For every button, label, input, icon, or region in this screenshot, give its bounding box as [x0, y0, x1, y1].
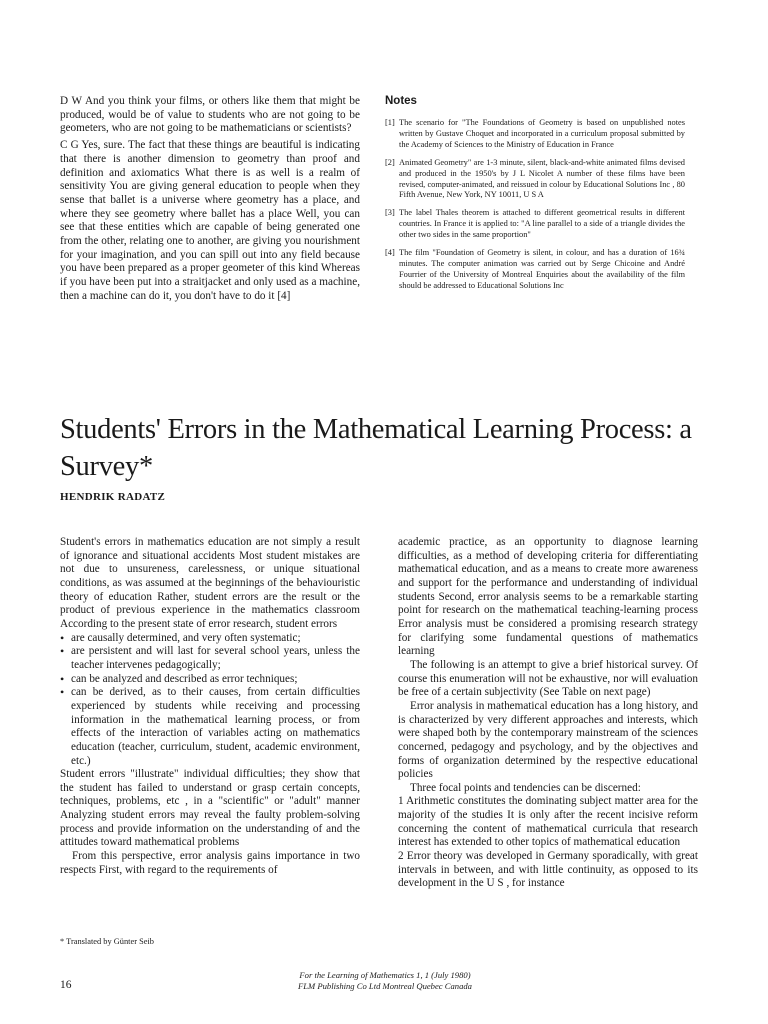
- interview-column: [60, 95, 360, 304]
- body-paragraph: Error analysis in mathematical education has a long history, and is characterized by very different approaches and interests, which were shaped both by the contemporary mainstream of the sciences concerned, pedagogy and psychology, and by the objectives and forms of organization determined by the respective educational policies: [398, 699, 698, 781]
- note-item: [385, 208, 685, 241]
- body-paragraph: 2 Error theory was developed in Germany sporadically, with great intervals in between, and with little continuity, as opposed to its development in the U S , for instance: [398, 850, 698, 890]
- body-paragraph: The following is an attempt to give a brief historical survey. Of course this enumeration will not be exhaustive, nor will evaluation be free of a certain subjectivity (See Table on next page): [398, 658, 698, 699]
- note-number: [4]: [385, 248, 395, 258]
- footer-line: For the Learning of Mathematics 1, 1 (July 1980): [299, 970, 471, 980]
- translator-footnote: * Translated by Günter Seib: [60, 937, 154, 946]
- body-paragraph: Student errors "illustrate" individual difficulties; they show that the student has failed to understand or grasp certain concepts, techniques, problems, etc , in a "scientific" or "adult" manner Analyzing student errors may reveal the faulty problem-solving process and provide information on the understanding of and the attitudes toward mathematical problems: [60, 768, 360, 849]
- body-paragraph: academic practice, as an opportunity to diagnose learning difficulties, as a method of developing criteria for differentiating mathematical education, and as a means to create more awareness and support for the performance and understanding of individual students Second, error analysis seems to be a remarkable starting point for research on the mathematical teaching-learning process Error analysis must be considered a promising research strategy for clarifying some fundamental questions of mathematics learning: [398, 536, 698, 658]
- body-paragraph: From this perspective, error analysis gains importance in two respects First, with regard to the requirements of: [60, 850, 360, 876]
- journal-footer: [200, 970, 570, 992]
- note-number: [1]: [385, 118, 395, 127]
- error-characteristics-list: [60, 632, 360, 769]
- body-paragraph: 1 Arithmetic constitutes the dominating subject matter area for the majority of the studies It is only after the recent incisive reform concerning the content of mathematical curricula that research interest has extended to other topics of mathematical education: [398, 795, 698, 849]
- article-title: Students' Errors in the Mathematical Learning Process: a Survey*: [60, 414, 692, 482]
- list-item: • can be derived, as to their causes, from certain difficulties experienced by students while receiving and processing information in the mathematical learning process, or from effects of the interaction of variables acting on mathematics education (teacher, curriculum, student, academic environment, etc.): [60, 686, 360, 768]
- notes-title: Notes: [385, 95, 417, 107]
- interview-paragraph: D W And you think your films, or others like them that might be produced, would be of value to students who are not going to be geometers, who are not going to be mathematicians or scientists?: [60, 95, 360, 135]
- note-text: The label Thales theorem is attached to different geometrical results in different countries. In France it is applied to: "A line parallel to a side of a triangle divides the other two sides in the same proportion": [399, 208, 685, 240]
- body-paragraph: Student's errors in mathematics education are not simply a result of ignorance and situational accidents Most student mistakes are not due to unsureness, carelessness, or unique situational conditions, as was assumed at the beginnings of the behaviouristic theory of education Rather, student errors are the result or the product of previous experience in the mathematics classroom According to the present state of error research, student errors: [60, 536, 360, 630]
- note-item: [385, 248, 685, 292]
- list-item: • are persistent and will last for several school years, unless the teacher intervenes pedagogically;: [60, 645, 360, 672]
- note-item: [385, 158, 685, 202]
- list-item: • can be analyzed and described as error techniques;: [60, 673, 360, 687]
- note-item: [385, 118, 685, 151]
- note-number: [3]: [385, 208, 395, 218]
- note-text: The scenario for "The Foundations of Geometry is based on unpublished notes written by Gustave Choquet and incorporated in a curriculum proposal submitted by the Academy of Sciences to the Ministry of Education in France: [399, 118, 685, 149]
- notes-section: [385, 95, 685, 299]
- footer-line: FLM Publishing Co Ltd Montreal Quebec Canada: [298, 981, 472, 991]
- article-column-right: [398, 536, 698, 891]
- note-text: Animated Geometry" are 1-3 minute, silent, black-and-white animated films devised and produced in the 1950's by J L Nicolet A number of these films have been revised, computer-animated, and reissued in colour by Educational Solutions Inc , 80 Fifth Avenue, New York, NY 10011, U S A: [399, 157, 685, 200]
- note-number: [2]: [385, 157, 395, 167]
- article-column-left: [60, 536, 360, 877]
- body-paragraph: Three focal points and tendencies can be discerned:: [410, 781, 641, 794]
- interview-paragraph: C G Yes, sure. The fact that these things are beautiful is indicating that there is another dimension to geometry than proof and definition and axiomatics What there is as well is a realm of sensitivity You are giving general education to people when they sense that ballet is a universe where geometry has a place, and where they see geometry where ballet has a place Well, you can see that these entities which are capable of being generated one from the other, relating one to another, are giving you nourishment for your imagination, and you can spill out into any field because you have been prepared as a proper geometer of this kind Whereas if you have been put into a straitjacket and only used as a machine, then a machine can do it, you don't have to do it [4]: [60, 139, 360, 302]
- note-text: The film "Foundation of Geometry is silent, in colour, and has a duration of 16¾ minutes. The computer animation was carried out by Serge Chicoine and André Fourrier of the University of Montreal Enquiries about the availability of the film should be addressed to Educational Solutions Inc: [399, 248, 685, 290]
- list-item: • are causally determined, and very often systematic;: [60, 632, 360, 646]
- article-author: HENDRIK RADATZ: [60, 491, 166, 503]
- page-number: 16: [60, 979, 72, 991]
